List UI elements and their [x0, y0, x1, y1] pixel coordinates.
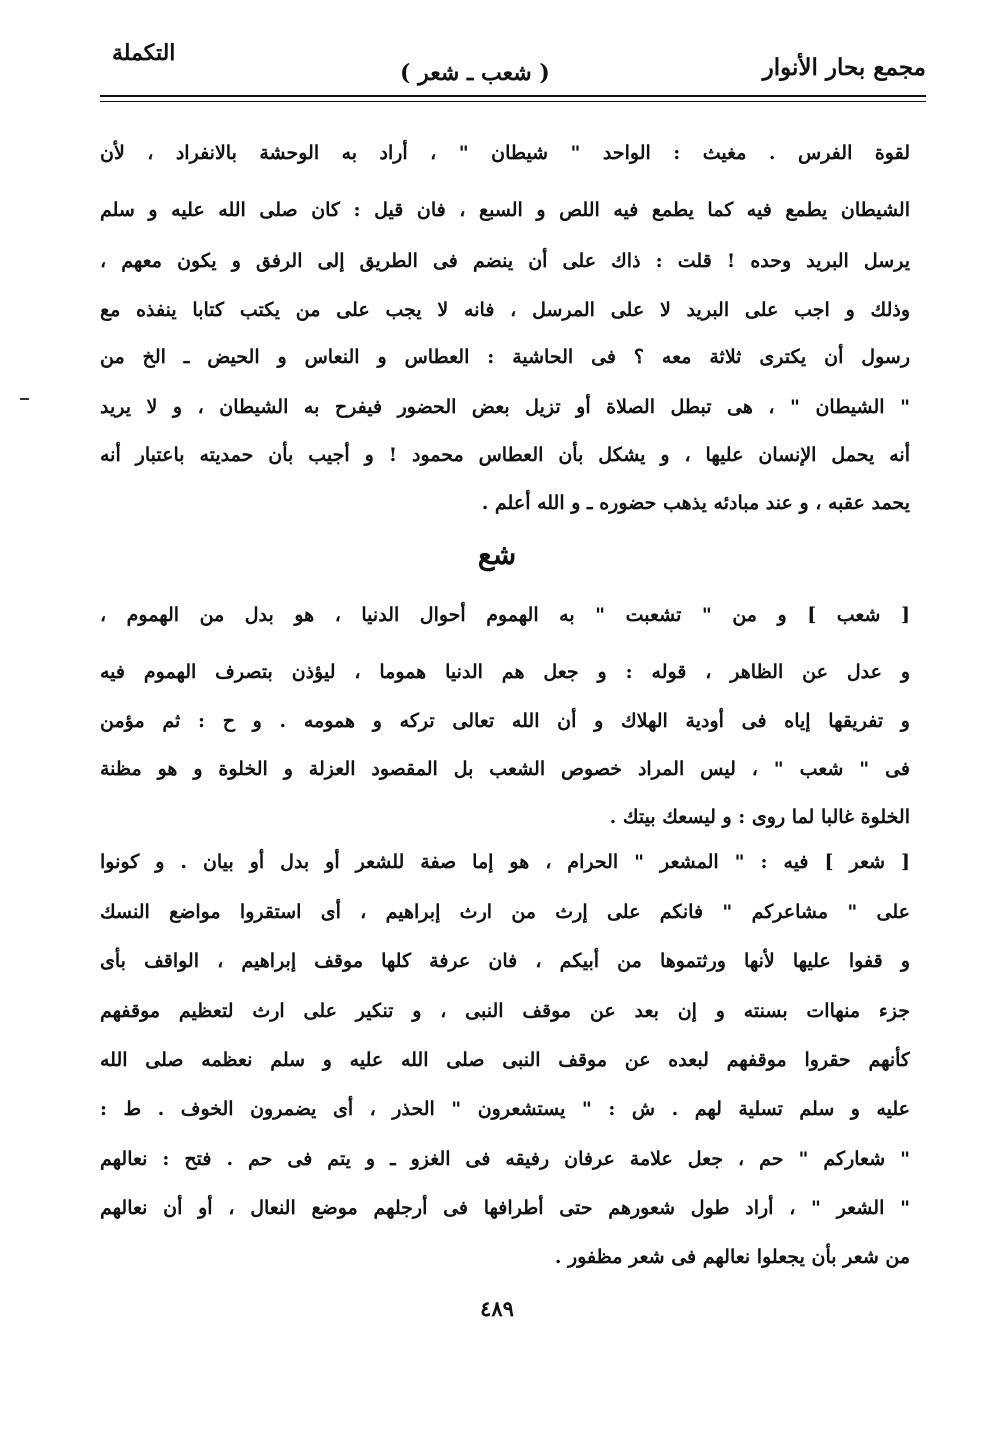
running-header	[100, 40, 926, 90]
text-line: " الشيطان " ، هى تبطل الصلاة أو تزيل بعض الحضور فيفرح به الشيطان ، و لا يريد	[100, 396, 910, 418]
text-line: و عدل عن الظاهر ، قوله : و جعل هم الدنيا هموما ، ليؤذن بتصرف الهموم فيه	[100, 661, 910, 683]
margin-mark	[20, 398, 29, 400]
text-line: على " مشاعركم " فانكم على إرث من ارث إبراهيم ، أى استقروا مواضع النسك	[100, 901, 910, 923]
text-line: و تفريقها إياه فى أودية الهلاك و أن الله تعالى تركه و همومه . و ح : ثم مؤمن	[100, 710, 910, 732]
text-line: الشيطان يطمع فيه كما يطمع فيه اللص و السبع ، فان قيل : كان صلى الله عليه و سلم	[100, 199, 910, 221]
text-line: يحمد عقبه ، و عند مبادئه يذهب حضوره ـ و الله أعلم .	[481, 492, 910, 514]
text-line: فى " شعب " ، ليس المراد خصوص الشعب بل المقصود العزلة و الخلوة و هو مظنة	[100, 758, 910, 780]
text-line: من شعر بأن يجعلوا نعالهم فى شعر مظفور .	[554, 1246, 910, 1268]
text-line: الخلوة غالبا لما روى : و ليسعك بيتك .	[609, 806, 910, 828]
text-line: " شعاركم " حم ، جعل علامة عرفان رفيقه فى الغزو ـ و يتم فى حم . فتح : نعالهم	[100, 1148, 910, 1170]
supplement-label: التكملة	[112, 40, 176, 66]
text-line: رسول أن يكترى ثلاثة معه ؟ فى الحاشية : العطاس و النعاس و الحيض ـ الخ من	[100, 346, 910, 368]
text-line: كأنهم حقروا موقفهم لبعده عن موقف النبى صلى الله عليه و سلم نعظمه صلى الله	[100, 1049, 910, 1071]
text-line: وذلك و اجب على البريد لا على المرسل ، فانه لا يجب على من يكتب كتابا ينفذه مع	[100, 299, 910, 321]
text-line: يرسل البريد وحده ! قلت : ذاك على أن ينضم فى الطريق إلى الرفق و يكون معهم ،	[100, 250, 910, 272]
text-line: أنه يحمل الإنسان عليها ، و يشكل بأن العطاس محمود ! و أجيب بأن حمديته باعتبار أنه	[100, 444, 910, 466]
page-number: ٤٨٩	[480, 1296, 514, 1321]
text-line: و قفوا عليها لأنها ورثتموها من أبيكم ، فان عرفة كلها موقف إبراهيم ، الواقف بأى	[100, 950, 910, 972]
text-line: [ شعر ] فيه : " المشعر " الحرام ، هو إما صفة للشعر أو بدل أو بيان . و كونوا	[100, 851, 910, 873]
entry-heading: شع	[477, 538, 517, 571]
header-rule-thin	[100, 101, 926, 102]
text-line: [ شعب ] و من " تشعبت " به الهموم أحوال الدنيا ، هو بدل من الهموم ،	[100, 604, 910, 626]
book-title: مجمع بحار الأنوار	[762, 54, 926, 81]
header-rule-thick	[100, 95, 926, 97]
section-title: ( شعب ـ شعر )	[400, 60, 550, 86]
text-line: لقوة الفرس . مغيث : الواحد " شيطان " ، أراد به الوحشة بالانفراد ، لأن	[100, 142, 910, 164]
text-line: جزء منهاات بسنته و إن بعد عن موقف النبى ، و تنكير على ارث لتعظيم موقفهم	[100, 1000, 910, 1022]
text-line: عليه و سلم تسلية لهم . ش : " يستشعرون " الحذر ، أى يضمرون الخوف . ط :	[100, 1098, 910, 1120]
text-line: " الشعر " ، أراد طول شعورهم حتى أطرافها فى أرجلهم موضع النعال ، أو أن نعالهم	[100, 1197, 910, 1219]
